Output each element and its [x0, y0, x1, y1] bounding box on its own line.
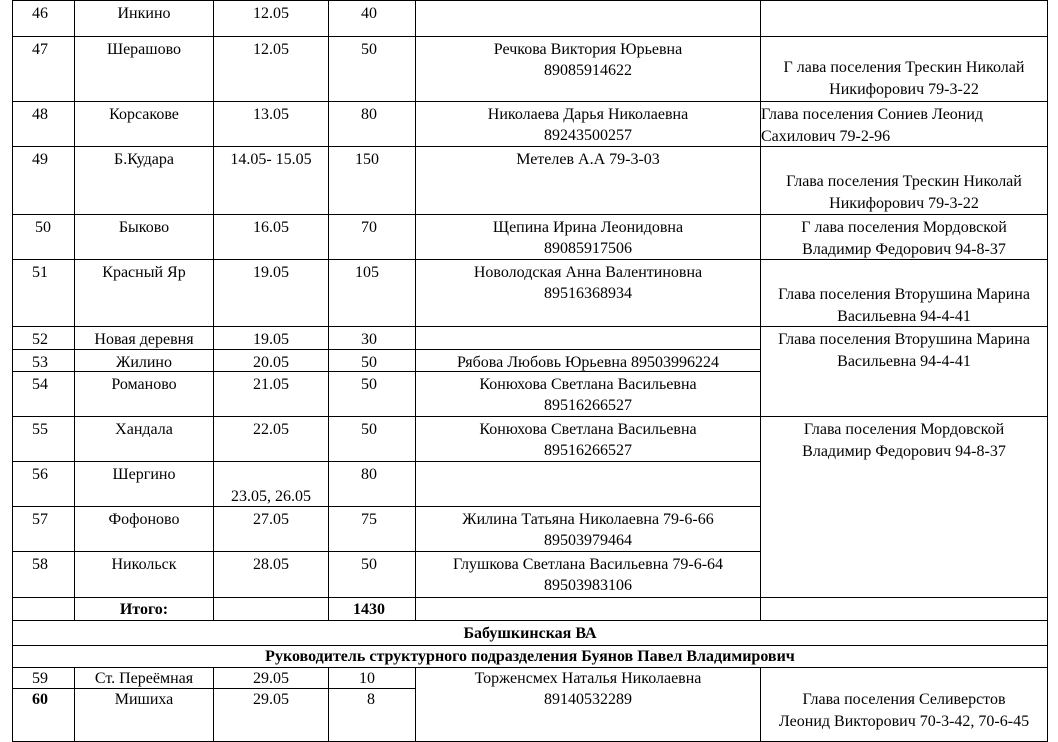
count-cell	[328, 688, 416, 742]
contact-line: Торженсмех Наталья Николаевна	[474, 670, 702, 687]
row-num-cell	[12, 667, 75, 689]
contact-cell	[415, 326, 761, 350]
date-cell	[213, 551, 329, 598]
village-cell	[74, 371, 214, 417]
count-cell	[328, 551, 416, 598]
row-num-cell	[12, 506, 75, 552]
head-line: Глава поселения Вторушина Марина	[778, 331, 1030, 348]
visit-date: 29.05	[253, 670, 289, 687]
contact-cell	[415, 506, 761, 552]
row-number: 55	[32, 421, 48, 438]
contact-line: 89503983106	[544, 577, 632, 594]
section-title-cell	[12, 620, 1048, 646]
count-cell	[328, 461, 416, 507]
contact-line: Николаева Дарья Николаевна	[487, 106, 689, 123]
total-empty-cell	[760, 597, 1048, 621]
contact-line: 89085914622	[544, 62, 632, 79]
contact-cell	[415, 461, 761, 507]
row-num-cell	[12, 259, 75, 327]
contact-line: Новолодская Анна Валентиновна	[473, 264, 703, 281]
total-empty-cell	[213, 597, 329, 621]
contact-line: 89516266527	[544, 397, 632, 414]
village-cell	[74, 551, 214, 598]
village-name: Шергино	[112, 466, 176, 483]
village-name: Никольск	[111, 556, 177, 573]
head-cell	[760, 0, 1048, 37]
row-num-cell	[12, 416, 75, 462]
village-cell	[74, 36, 214, 102]
contact-line: 89503979464	[544, 532, 632, 549]
head-line: Никифорович 79-3-22	[829, 81, 979, 98]
village-name: Шерашово	[106, 41, 182, 58]
count-cell	[328, 667, 416, 689]
village-cell	[74, 146, 214, 215]
total-label-cell	[74, 597, 214, 621]
count-cell	[328, 36, 416, 102]
row-number: 47	[32, 41, 48, 58]
village-cell	[74, 101, 214, 147]
village-name: Романово	[111, 376, 177, 393]
head-line: Глава поселения Мордовской	[803, 421, 1005, 438]
visit-date: 19.05	[253, 331, 289, 348]
date-cell	[213, 259, 329, 327]
section-subtitle-cell	[12, 645, 1048, 668]
visit-date: 29.05	[253, 691, 289, 708]
visit-date: 27.05	[253, 511, 289, 528]
people-count: 50	[361, 41, 377, 58]
contact-line: Щепина Ирина Леонидовна	[492, 219, 684, 236]
village-name: Корсакове	[109, 106, 179, 123]
head-line: Владимир Федорович 94-8-37	[802, 443, 1006, 460]
count-cell	[328, 259, 416, 327]
head-line: Глава поселения Вторушина Марина	[778, 286, 1030, 303]
contact-line: Конюхова Светлана Васильевна	[479, 421, 697, 438]
village-cell	[74, 416, 214, 462]
row-number: 60	[32, 691, 48, 708]
village-cell	[74, 0, 214, 37]
date-cell	[213, 667, 329, 689]
visit-date: 21.05	[253, 376, 289, 393]
count-cell	[328, 326, 416, 350]
count-cell	[328, 101, 416, 147]
row-num-cell	[12, 326, 75, 350]
count-cell	[328, 506, 416, 552]
visit-date: 20.05	[253, 354, 289, 371]
village-name: Быково	[118, 219, 170, 236]
people-count: 8	[367, 691, 375, 708]
contact-line: 89085917506	[544, 240, 632, 257]
date-cell	[213, 461, 329, 507]
row-num-cell	[12, 349, 75, 372]
date-cell	[213, 688, 329, 742]
date-cell	[213, 371, 329, 417]
visit-date: 23.05, 26.05	[231, 488, 311, 505]
row-num-cell	[12, 371, 75, 417]
contact-line: Рябова Любовь Юрьевна 89503996224	[456, 354, 720, 371]
village-cell	[74, 461, 214, 507]
people-count: 80	[361, 466, 377, 483]
village-cell	[74, 349, 214, 372]
date-cell	[213, 326, 329, 350]
row-number: 57	[32, 511, 48, 528]
head-line: Васильевна 94-4-41	[837, 308, 971, 325]
date-cell	[213, 416, 329, 462]
contact-line: Жилина Татьяна Николаевна 79-6-66	[462, 511, 714, 528]
village-cell	[74, 506, 214, 552]
contact-cell	[415, 259, 761, 327]
contact-line: 89516368934	[544, 285, 632, 302]
contact-line: 89516266527	[544, 442, 632, 459]
row-number: 49	[32, 151, 48, 168]
head-line: Никифорович 79-3-22	[829, 195, 979, 212]
visit-date: 12.05	[253, 41, 289, 58]
count-cell	[328, 0, 416, 37]
date-cell	[213, 0, 329, 37]
date-cell	[213, 349, 329, 372]
contact-cell	[415, 667, 761, 742]
village-cell	[74, 688, 214, 742]
contact-cell	[415, 0, 761, 37]
contact-line: Конюхова Светлана Васильевна	[479, 376, 697, 393]
head-line: Глава поселения Сониев Леонид	[761, 106, 984, 123]
village-name: Хандала	[115, 421, 173, 438]
count-cell	[328, 371, 416, 417]
contact-cell	[415, 101, 761, 147]
contact-line: Глушкова Светлана Васильевна 79-6-64	[452, 556, 724, 573]
row-num-cell	[12, 101, 75, 147]
village-cell	[74, 214, 214, 260]
head-cell	[760, 259, 1048, 327]
village-name: Фофоново	[108, 511, 180, 528]
date-cell	[213, 146, 329, 215]
row-number: 53	[32, 354, 48, 371]
contact-cell	[415, 36, 761, 102]
row-number: 59	[32, 670, 48, 687]
row-number: 54	[32, 376, 48, 393]
people-count: 80	[361, 106, 377, 123]
contact-cell	[415, 214, 761, 260]
row-num-cell	[12, 146, 75, 215]
row-number: 58	[32, 556, 48, 573]
visit-date: 13.05	[253, 106, 289, 123]
visit-date: 12.05	[253, 5, 289, 22]
row-number: 56	[32, 466, 48, 483]
row-num-cell	[12, 214, 75, 260]
total-label: Итого:	[119, 601, 169, 618]
village-name: Новая деревня	[94, 331, 194, 348]
row-num-cell	[12, 551, 75, 598]
head-line: Глава поселения Трескин Николай	[786, 173, 1022, 190]
people-count: 50	[361, 421, 377, 438]
village-name: Ст. Переёмная	[94, 670, 194, 687]
total-empty-cell	[415, 597, 761, 621]
people-count: 105	[355, 264, 379, 281]
row-number: 48	[32, 106, 48, 123]
village-name: Красный Яр	[102, 264, 186, 281]
people-count: 40	[361, 5, 377, 22]
people-count: 50	[361, 376, 377, 393]
row-number: 51	[32, 264, 48, 281]
date-cell	[213, 214, 329, 260]
section-subtitle: Руководитель структурного подразделения Буянов Павел Владимирович	[265, 648, 795, 665]
row-num-cell	[12, 461, 75, 507]
head-line: Глава поселения Селиверстов	[802, 691, 1006, 708]
head-line: Г лава поселения Трескин Николай	[783, 59, 1025, 76]
village-name: Б.Кудара	[114, 151, 174, 168]
total-value-cell	[328, 597, 416, 621]
head-line: Леонид Викторович 70-3-42, 70-6-45	[778, 713, 1030, 730]
people-count: 50	[361, 556, 377, 573]
head-line: Васильевна 94-4-41	[837, 353, 971, 370]
village-cell	[74, 259, 214, 327]
head-cell	[760, 214, 1048, 260]
row-num-cell	[12, 0, 75, 37]
village-cell	[74, 326, 214, 350]
contact-cell	[415, 371, 761, 417]
contact-cell	[415, 349, 761, 372]
visit-date: 14.05- 15.05	[230, 151, 312, 168]
section-title: Бабушкинская ВА	[463, 625, 597, 642]
people-count: 50	[361, 354, 377, 371]
contact-cell	[415, 551, 761, 598]
contact-line: 89140532289	[544, 691, 632, 708]
visit-date: 28.05	[253, 556, 289, 573]
contact-line: Речкова Виктория Юрьевна	[493, 41, 683, 58]
row-num-cell	[12, 36, 75, 102]
count-cell	[328, 146, 416, 215]
head-line: Г лава поселения Мордовской	[801, 219, 1007, 236]
total-num-cell	[12, 597, 75, 621]
row-num-cell	[12, 688, 75, 742]
count-cell	[328, 416, 416, 462]
head-cell	[760, 146, 1048, 215]
people-count: 70	[361, 219, 377, 236]
village-name: Жилино	[115, 354, 172, 371]
row-number: 52	[32, 331, 48, 348]
visit-date: 16.05	[253, 219, 289, 236]
contact-cell	[415, 416, 761, 462]
contact-line: 89243500257	[544, 127, 632, 144]
row-number: 46	[32, 5, 48, 22]
date-cell	[213, 36, 329, 102]
row-number: 50	[35, 219, 51, 236]
village-name: Мишиха	[114, 691, 174, 708]
total-value: 1430	[353, 601, 385, 618]
village-cell	[74, 667, 214, 689]
head-cell	[760, 667, 1048, 742]
visit-date: 19.05	[253, 264, 289, 281]
head-line: Сахилович 79-2-96	[761, 128, 891, 145]
head-cell	[760, 36, 1048, 102]
village-name: Инкино	[117, 5, 171, 22]
contact-cell	[415, 146, 761, 215]
head-line: Владимир Федорович 94-8-37	[802, 241, 1006, 258]
head-cell	[760, 101, 1048, 147]
count-cell	[328, 349, 416, 372]
people-count: 10	[359, 670, 375, 687]
people-count: 30	[361, 331, 377, 348]
contact-line: Метелев А.А 79-3-03	[516, 151, 660, 168]
count-cell	[328, 214, 416, 260]
people-count: 150	[355, 151, 379, 168]
visit-date: 22.05	[253, 421, 289, 438]
head-cell	[760, 326, 1048, 417]
date-cell	[213, 506, 329, 552]
date-cell	[213, 101, 329, 147]
head-cell	[760, 416, 1048, 598]
people-count: 75	[361, 511, 377, 528]
